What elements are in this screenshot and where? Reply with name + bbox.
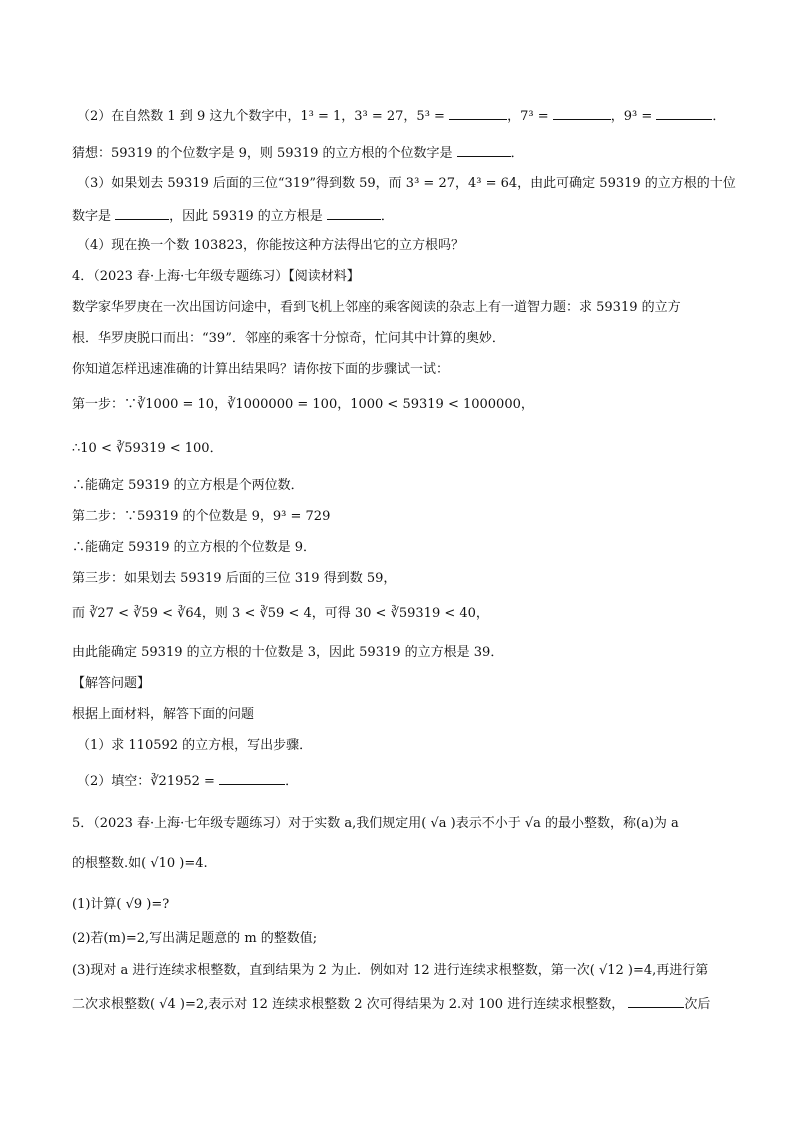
reading-material-line <box>72 330 724 348</box>
text: 由此能确定 59319 的立方根的十位数是 3，因此 59319 的立方根是 39． <box>72 645 504 660</box>
question-5-heading <box>72 815 724 833</box>
text: 猜想：59319 的个位数字是 9，则 59319 的立方根的个位数字是 <box>72 146 453 161</box>
text: ，9³ = <box>610 109 653 124</box>
text: 而 ∛27 < ∛59 < ∛64，则 3 < ∛59 < 4，可得 30 < ∛59319 < 40， <box>72 606 489 621</box>
question-3-part-3 <box>77 175 736 193</box>
question-3-part-4 <box>77 237 724 255</box>
step-one-line <box>72 396 724 414</box>
reading-material-line <box>72 299 724 317</box>
text: (1)计算( √9 )=? <box>72 897 170 912</box>
text: （3）如果划去 59319 后面的三位“319”得到数 59，而 3³ = 27，4³ = 64，由此可确定 59319 的立方根的十位 <box>77 176 736 191</box>
text: 根．华罗庚脱口而出：“39”．邻座的乘客十分惊奇，忙问其中计算的奥妙． <box>72 331 505 346</box>
step-three-line <box>72 570 724 588</box>
text: 第三步：如果划去 59319 后面的三位 319 得到数 59， <box>72 571 397 586</box>
text: ． <box>510 146 524 161</box>
question-5-definition <box>72 855 724 873</box>
question-4-part-2 <box>77 772 724 791</box>
text: 根据上面材料，解答下面的问题 <box>72 707 255 722</box>
text: 5．（2023 春·上海·七年级专题练习）对于实数 a,我们规定用( √a )表示不小于 √a 的最小整数，称(a)为 a <box>72 816 679 831</box>
step-one-result <box>72 477 724 495</box>
text: （2）在自然数 1 到 9 这九个数字中，1³ = 1，3³ = 27，5³ = <box>77 109 445 124</box>
question-3-part-3-cont <box>72 207 724 226</box>
answer-blank[interactable] <box>628 995 684 1008</box>
answer-blank[interactable] <box>115 207 169 220</box>
question-4-part-1 <box>77 737 724 755</box>
text: ∴能确定 59319 的立方根是个两位数． <box>72 478 304 493</box>
question-4-heading <box>72 268 724 286</box>
answer-blank[interactable] <box>219 772 285 785</box>
text: 第一步：∵∛1000 = 10，∛1000000 = 100，1000 < 59319 < 1000000， <box>72 397 534 412</box>
text: (3)现对 a 进行连续求根整数，直到结果为 2 为止．例如对 12 进行连续求根整数，第一次( √12 )=4,再进行第 <box>72 963 709 978</box>
answer-blank[interactable] <box>457 144 511 157</box>
text: ∴10 < ∛59319 < 100． <box>72 441 223 456</box>
text: ∴能确定 59319 的立方根的个位数是 9． <box>72 540 317 555</box>
question-3-part-2 <box>77 107 724 126</box>
answer-blank[interactable] <box>327 207 381 220</box>
text: ． <box>712 109 726 124</box>
text: 你知道怎样迅速准确的计算出结果吗？请你按下面的步骤试一试： <box>72 362 450 377</box>
text: 4．（2023 春·上海·七年级专题练习）【阅读材料】 <box>72 269 360 284</box>
text: 第二步：∵59319 的个位数是 9，9³ = 729 <box>72 509 331 524</box>
step-two-line <box>72 508 724 526</box>
text: 数学家华罗庚在一次出国访问途中，看到飞机上邻座的乘客阅读的杂志上有一道智力题：求 59319 的立方 <box>72 300 681 315</box>
question-5-part-3-cont <box>72 995 724 1014</box>
answer-blank[interactable] <box>656 107 712 120</box>
text: 次后 <box>684 997 711 1012</box>
text: 的根整数.如( √10 )=4. <box>72 856 208 871</box>
answer-blank[interactable] <box>553 107 611 120</box>
solve-heading <box>72 675 724 693</box>
text: （2）填空：∛21952 = <box>77 774 215 789</box>
step-three-inequality <box>72 605 724 623</box>
question-5-part-1 <box>72 896 724 914</box>
step-three-result <box>72 644 724 662</box>
text: ，因此 59319 的立方根是 <box>169 209 323 224</box>
text: ． <box>380 209 394 224</box>
guess-line <box>72 144 724 163</box>
text: 【解答问题】 <box>72 676 151 691</box>
text: （4）现在换一个数 103823，你能按这种方法得出它的立方根吗？ <box>77 238 465 253</box>
text: 二次求根整数( √4 )=2,表示对 12 连续求根整数 2 次可得结果为 2.对 100 进行连续求根整数， <box>72 997 625 1012</box>
question-5-part-3 <box>72 962 724 980</box>
solve-instruction <box>72 706 724 724</box>
text: （1）求 110592 的立方根，写出步骤． <box>77 738 313 753</box>
text: ，7³ = <box>507 109 549 124</box>
reading-material-line <box>72 361 724 379</box>
question-5-part-2 <box>72 930 724 948</box>
text: ． <box>285 774 299 789</box>
step-one-conclusion <box>72 440 724 458</box>
text: (2)若(m)=2,写出满足题意的 m 的整数值; <box>72 931 318 946</box>
answer-blank[interactable] <box>449 107 507 120</box>
text: 数字是 <box>72 209 112 224</box>
step-two-result <box>72 539 724 557</box>
